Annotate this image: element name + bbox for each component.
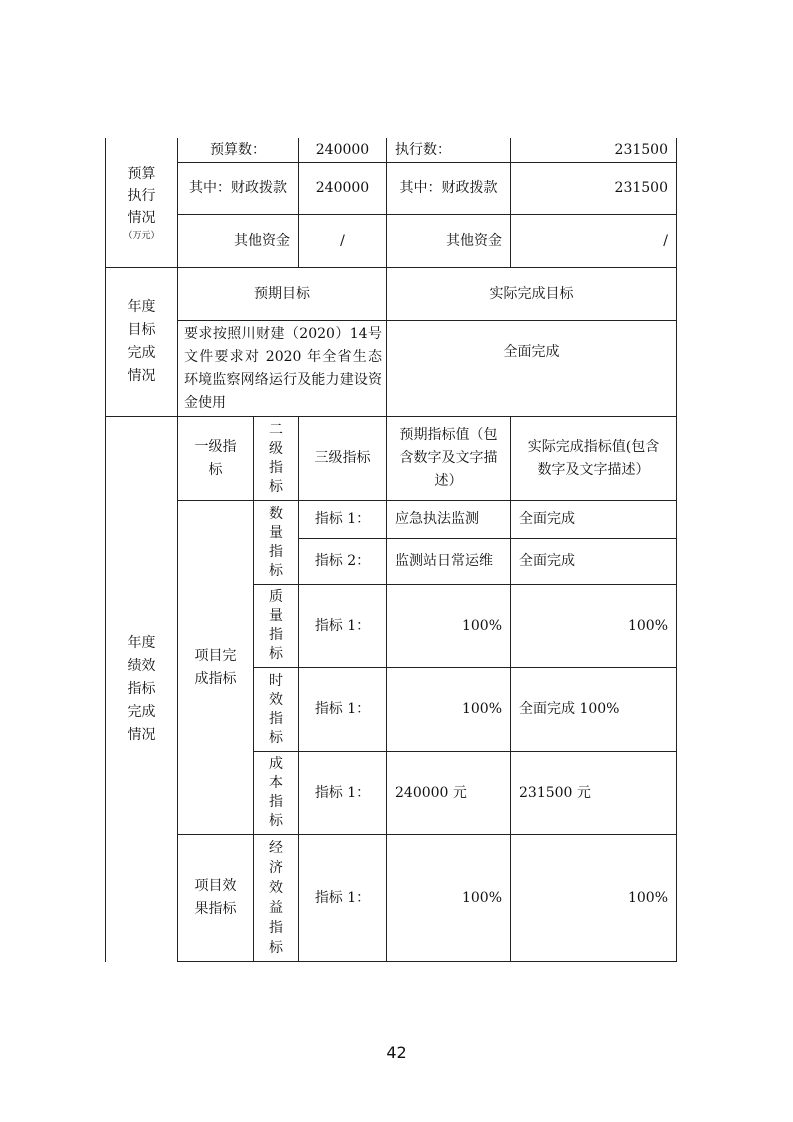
level2-quality (254, 585, 298, 667)
header-expected (387, 417, 510, 500)
budget-section-label (106, 139, 177, 267)
page-number: 42 (386, 1043, 407, 1062)
table-row-level3: 指标 1： (314, 511, 371, 527)
exec-label: 执行数： (395, 142, 451, 158)
level2-cost (254, 752, 298, 834)
other-exec-label: 其他资金 (446, 232, 502, 249)
level2-timeliness (254, 668, 298, 751)
level2-quantity (254, 501, 298, 584)
level2-quality-text: 质量指标 (269, 589, 283, 662)
table-row-actual: 全面完成 (519, 511, 575, 527)
level2-economic (254, 835, 298, 961)
group-project-completion (178, 501, 253, 834)
table-row-actual: 全面完成 100% (519, 701, 620, 717)
fiscal-exec-label: 其中：财政拨款 (399, 180, 498, 196)
table-row-expected-text: 监测站日常运维 (395, 553, 493, 569)
table-row-actual: 100% (627, 889, 668, 906)
header-level2 (254, 417, 298, 500)
other-budget-value: / (340, 232, 345, 249)
header-expected-text: 预期指标值（包含数字及文字描述） (399, 427, 498, 489)
header-level1 (178, 417, 253, 500)
performance-section-title: 年度绩效指标完成情况 (127, 634, 156, 743)
table-row-level3: 指标 2： (314, 553, 371, 569)
table-row-expected: 应急执法监测 (395, 511, 479, 527)
table-row-expected: 100% (461, 889, 502, 906)
table-row-actual: 全面完成 (519, 553, 575, 569)
table-row-level3: 指标 1： (314, 784, 371, 801)
header-level2-text: 二级指标 (269, 421, 283, 495)
fiscal-budget-value: 240000 (315, 180, 370, 196)
group-project-completion-text: 项目完成指标 (194, 647, 237, 687)
table-row-expected: 240000 元 (395, 784, 467, 801)
header-actual (511, 417, 676, 500)
group-project-effect (178, 835, 253, 961)
expected-goal-header: 预期目标 (254, 285, 310, 302)
other-exec-value: / (663, 232, 668, 249)
table-row-expected: 100% (461, 701, 502, 717)
budget-label: 预算数： (210, 142, 266, 158)
header-level3: 三级指标 (314, 450, 371, 466)
header-actual-text: 实际完成指标值(包含数字及文字描述） (527, 438, 660, 478)
group-project-effect-text: 项目效果指标 (194, 878, 237, 917)
table-row-expected (387, 539, 510, 584)
actual-goal-text: 全面完成 (503, 343, 560, 360)
header-level1-text: 一级指标 (194, 438, 237, 478)
table-row-expected: 100% (461, 617, 502, 634)
actual-goal-header: 实际完成目标 (489, 285, 574, 302)
table-row-level3: 指标 1： (314, 701, 371, 717)
table-row-level3: 指标 1： (314, 617, 371, 634)
level2-economic-text: 经济效益指标 (269, 840, 283, 956)
table-row-actual: 100% (627, 617, 668, 634)
budget-unit: （万元） (123, 231, 160, 241)
table-row-level3: 指标 1： (314, 889, 371, 906)
level2-cost-text: 成本指标 (269, 756, 283, 829)
other-budget-label: 其他资金 (234, 232, 290, 249)
fiscal-budget-label: 其中：财政拨款 (189, 180, 287, 196)
exec-value: 231500 (614, 142, 668, 158)
goals-section-label (106, 268, 177, 416)
budget-value: 240000 (315, 142, 370, 158)
budget-section-title: 预算执行情况 (127, 166, 156, 226)
performance-section-label (106, 417, 177, 961)
grid-line (177, 961, 676, 962)
table-border-right (676, 138, 677, 962)
level2-quantity-text: 数量指标 (269, 505, 283, 579)
expected-goal-text-body: 要求按照川财建（2020）14号文件要求对 2020 年全省生态环境监察网络运行及能力建设资金使用 (184, 325, 382, 411)
goals-section-title: 年度目标完成情况 (127, 299, 156, 384)
expected-goal-text (178, 321, 386, 416)
table-row-actual: 231500 元 (519, 784, 591, 801)
fiscal-exec-value: 231500 (614, 180, 668, 196)
level2-timeliness-text: 时效指标 (269, 672, 283, 746)
